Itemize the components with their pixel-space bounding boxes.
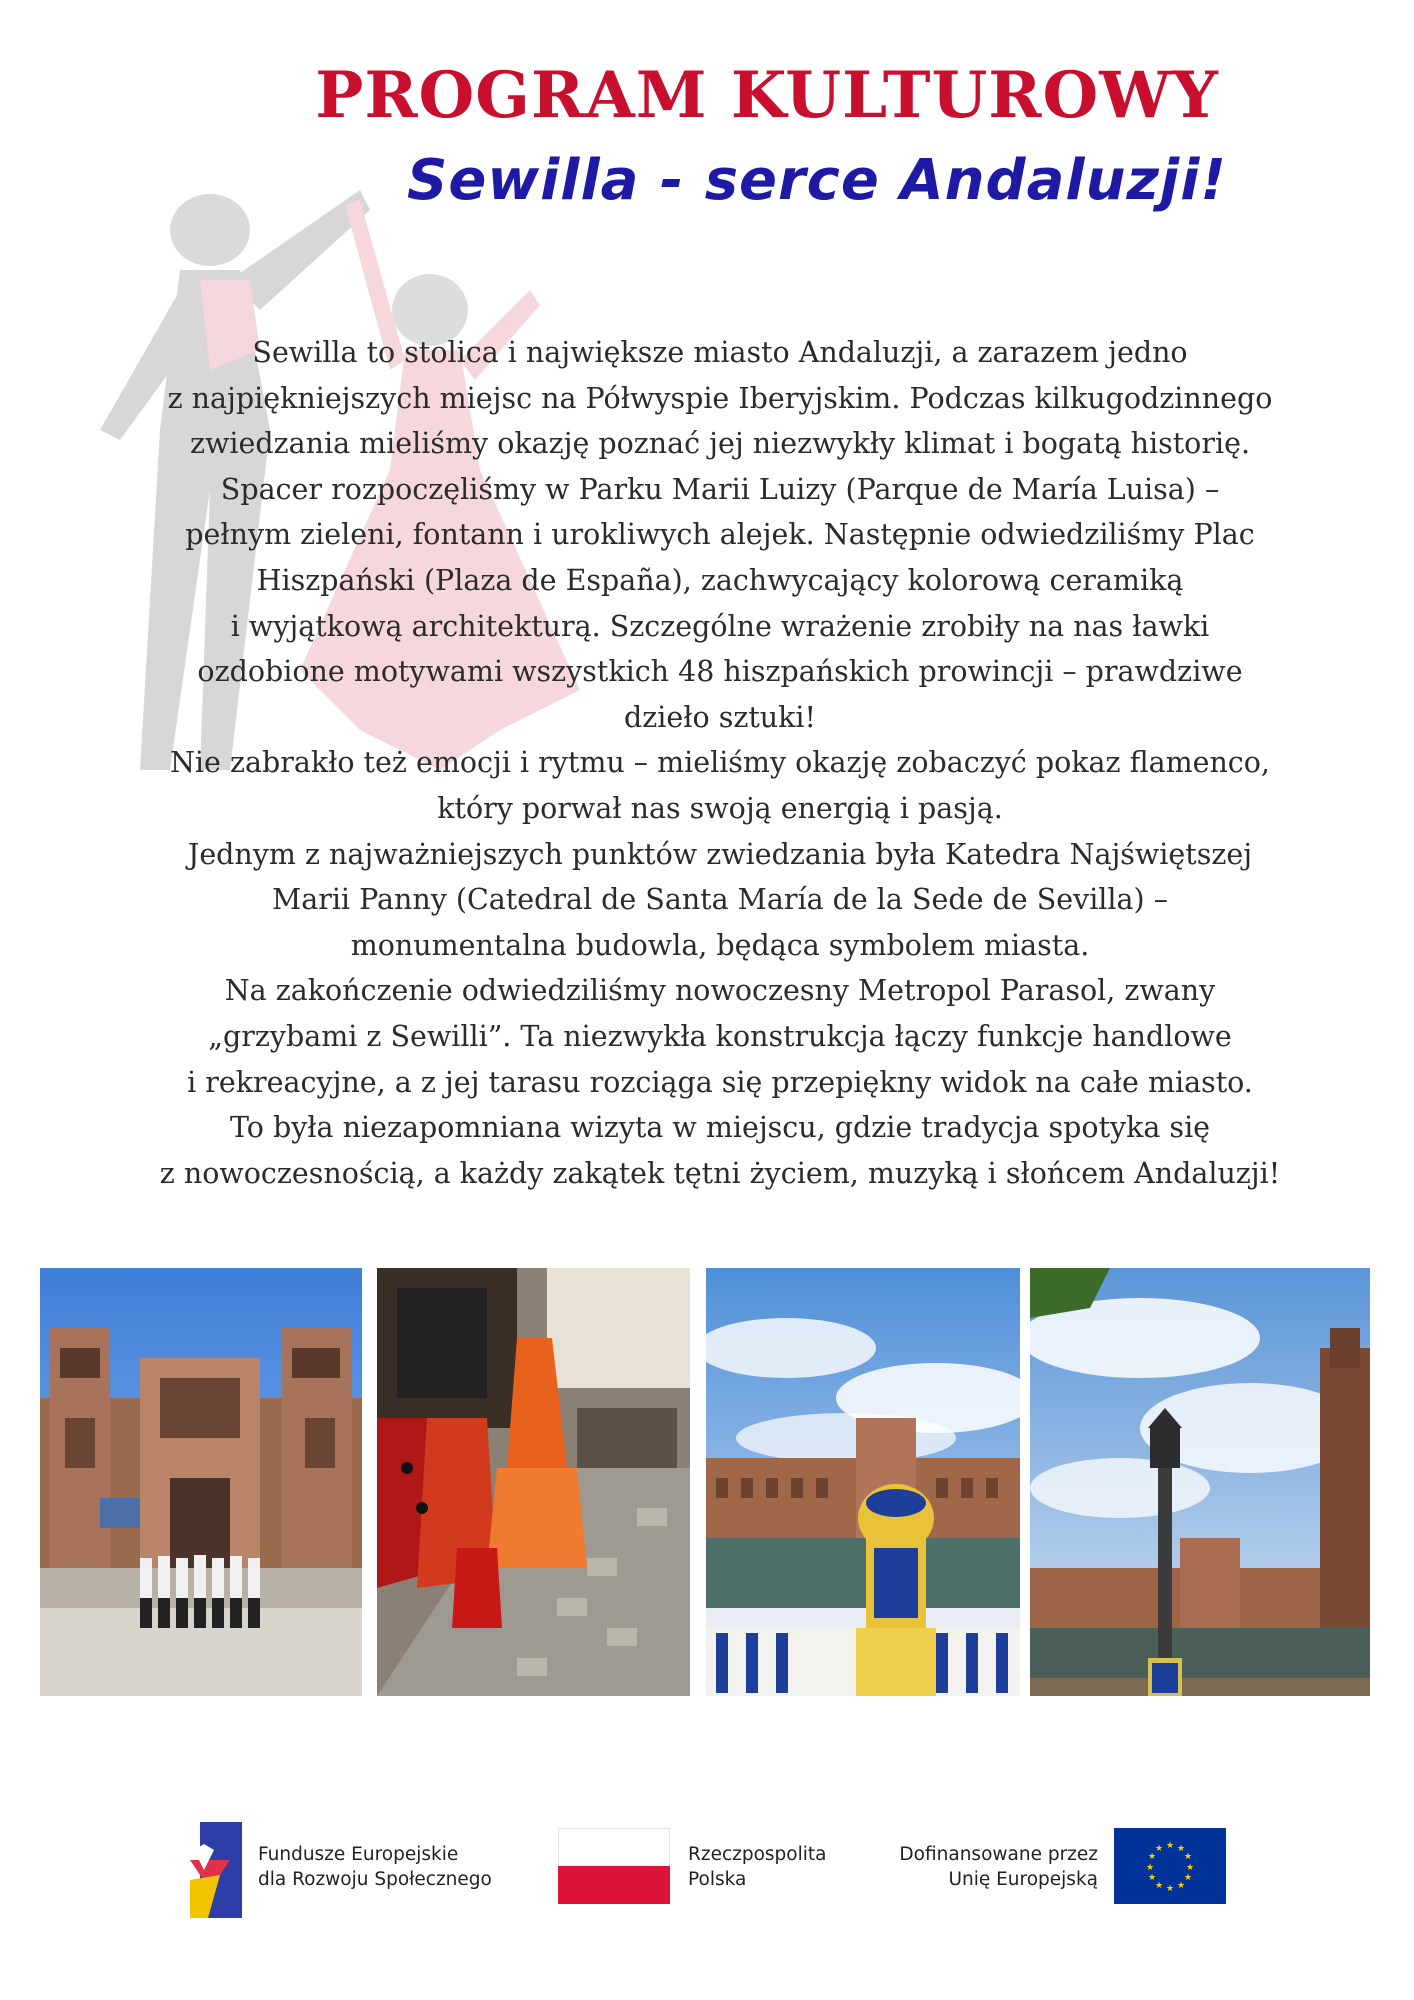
body-line: i wyjątkową architekturą. Szczególne wrażenie zrobiły na nas ławki bbox=[230, 609, 1210, 643]
body-line: pełnym zieleni, fontann i urokliwych alejek. Następnie odwiedziliśmy Plac bbox=[185, 518, 1255, 552]
body-line: „grzybami z Sewilli”. Ta niezwykła konstrukcja łączy funkcje handlowe bbox=[208, 1019, 1232, 1053]
page-title: PROGRAM KULTUROWY bbox=[315, 58, 1219, 133]
photo-plaza-espana-ceramics bbox=[706, 1268, 1020, 1696]
photo-museum-group bbox=[40, 1268, 362, 1696]
rp-line-1: Rzeczpospolita bbox=[688, 1844, 827, 1865]
polish-flag bbox=[558, 1828, 670, 1904]
body-line: Hiszpański (Plaza de España), zachwycający kolorową ceramiką bbox=[256, 563, 1184, 597]
svg-text:★: ★ bbox=[1185, 1863, 1195, 1873]
body-line: monumentalna budowla, będąca symbolem miasta. bbox=[350, 928, 1090, 962]
eu-line-2: Unię Europejską bbox=[948, 1869, 1098, 1890]
svg-text:★: ★ bbox=[1176, 1844, 1186, 1854]
body-line: Nie zabrakło też emocji i rytmu – mieliśmy okazję zobaczyć pokaz flamenco, bbox=[169, 746, 1270, 780]
photo-gallery bbox=[0, 1268, 1414, 1696]
svg-text:★: ★ bbox=[1145, 1863, 1155, 1873]
svg-text:★: ★ bbox=[1165, 1841, 1175, 1851]
page-subtitle: Sewilla - serce Andaluzji! bbox=[407, 148, 1227, 213]
svg-text:★: ★ bbox=[1183, 1873, 1193, 1883]
eu-flag bbox=[1114, 1828, 1226, 1904]
eu-cofinanced-label bbox=[884, 1842, 1098, 1892]
body-line: który porwał nas swoją energią i pasją. bbox=[437, 791, 1003, 825]
svg-text:★: ★ bbox=[1176, 1881, 1186, 1891]
rp-line-2: Polska bbox=[688, 1869, 747, 1890]
body-line: ozdobione motywami wszystkich 48 hiszpańskich prowincji – prawdziwe bbox=[197, 655, 1243, 689]
body-line: Spacer rozpoczęliśmy w Parku Marii Luizy (Parque de María Luisa) – bbox=[220, 472, 1220, 506]
svg-text:★: ★ bbox=[1165, 1884, 1175, 1894]
body-line: z najpiękniejszych miejsc na Półwyspie Iberyjskim. Podczas kilkugodzinnego bbox=[167, 381, 1273, 415]
body-line: Marii Panny (Catedral de Santa María de la Sede de Sevilla) – bbox=[272, 883, 1168, 917]
body-line: i rekreacyjne, a z jej tarasu rozciąga się przepiękny widok na całe miasto. bbox=[187, 1065, 1253, 1099]
eu-line-1: Dofinansowane przez bbox=[899, 1844, 1098, 1865]
fe-line-1: Fundusze Europejskie bbox=[258, 1844, 459, 1865]
body-line: zwiedzania mieliśmy okazję poznać jej niezwykły klimat i bogatą historię. bbox=[189, 427, 1251, 461]
svg-text:★: ★ bbox=[1147, 1873, 1157, 1883]
photo-flamenco-street bbox=[377, 1268, 690, 1696]
fe-line-2: dla Rozwoju Społecznego bbox=[258, 1869, 492, 1890]
svg-text:★: ★ bbox=[1147, 1852, 1157, 1862]
funding-footer bbox=[0, 1820, 1414, 1940]
rp-label bbox=[688, 1842, 826, 1892]
svg-text:★: ★ bbox=[1154, 1844, 1164, 1854]
body-line: Na zakończenie odwiedziliśmy nowoczesny Metropol Parasol, zwany bbox=[224, 974, 1216, 1008]
fe-program-label bbox=[258, 1842, 492, 1892]
svg-text:★: ★ bbox=[1183, 1852, 1193, 1862]
body-line: Sewilla to stolica i największe miasto Andaluzji, a zarazem jedno bbox=[252, 336, 1188, 369]
article-body bbox=[150, 330, 1290, 1196]
body-line: Jednym z najważniejszych punktów zwiedzania była Katedra Najświętszej bbox=[187, 837, 1253, 871]
body-line: dzieło sztuki! bbox=[624, 700, 816, 734]
svg-text:★: ★ bbox=[1154, 1881, 1164, 1891]
body-line: To była niezapomniana wizyta w miejscu, gdzie tradycja spotyka się bbox=[229, 1111, 1211, 1145]
body-line: z nowoczesnością, a każdy zakątek tętni życiem, muzyką i słońcem Andaluzji! bbox=[159, 1156, 1281, 1190]
fundusze-europejskie-logo bbox=[190, 1820, 242, 1918]
photo-plaza-espana-lamppost bbox=[1030, 1268, 1370, 1696]
